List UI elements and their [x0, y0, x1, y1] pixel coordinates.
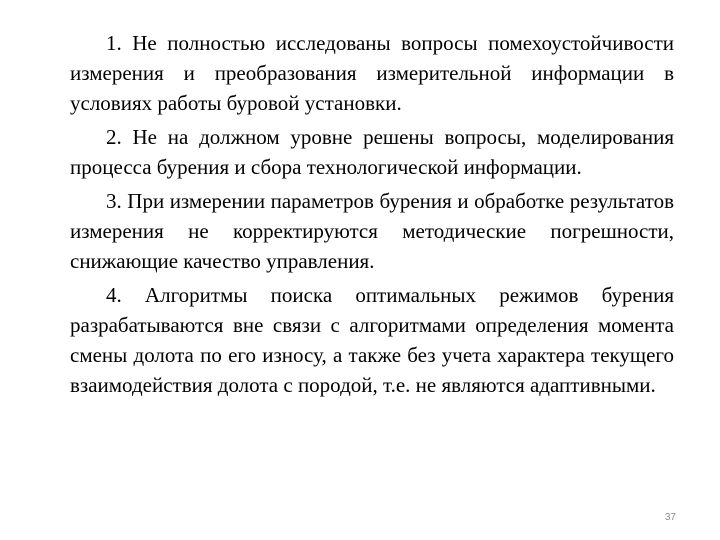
paragraph-3: 3. При измерении параметров бурения и обработке результатов измерения не корректируются методические погрешности, снижающие качество управления.: [70, 189, 674, 273]
slide-body: [70, 28, 674, 404]
paragraph-4: 4. Алгоритмы поиска оптимальных режимов бурения разрабатываются вне связи с алгоритмами определения момента смены долота по его износу, а также без учета характера текущего взаимодействия долота с породой, т.е. не являются адаптивными.: [70, 283, 674, 397]
paragraph-1: 1. Не полностью исследованы вопросы помехоустойчивости измерения и преобразования измерительной информации в условиях работы буровой установки.: [70, 31, 674, 115]
page-number: 37: [664, 512, 676, 523]
paragraph-2: 2. Не на должном уровне решены вопросы, моделирования процесса бурения и сбора технологической информации.: [70, 125, 674, 179]
